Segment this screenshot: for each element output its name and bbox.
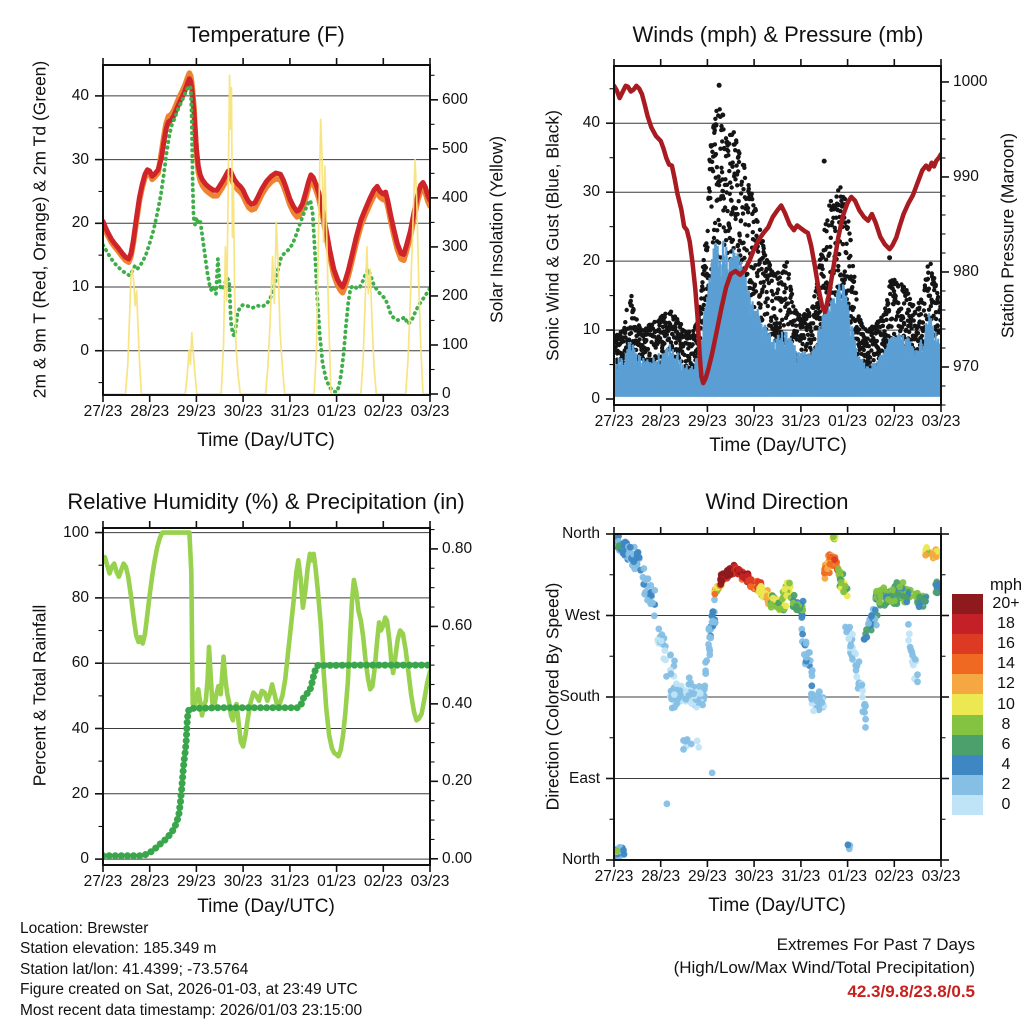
winds-ytick-right: 990 [953,167,979,185]
temperature-title: Temperature (F) [187,22,345,47]
temperature-ytick-right: 200 [442,286,468,304]
station-location: Location: Brewster [20,920,149,937]
temperature-ylabel-right: Solar Insolation (Yellow) [486,135,507,324]
humidity-ylabel-left: Percent & Total Rainfall [29,604,50,787]
extremes-values: 42.3/9.8/23.8/0.5 [847,982,975,1001]
wind-direction-title: Wind Direction [705,489,849,514]
winds-xtick: 28/23 [641,413,681,430]
figure-created-timestamp: Figure created on Sat, 2026-01-03, at 23:49 UTC [20,981,358,999]
humidity-ytick-left: 40 [71,719,89,737]
colorbar-label: 6 [1001,735,1011,753]
temperature-ytick-left: 10 [71,278,89,296]
winds-ytick-left: 0 [591,390,600,407]
colorbar-label: 18 [997,615,1015,633]
colorbar-label: 14 [997,655,1015,673]
wind_direction-xtick: 01/23 [828,868,867,885]
humidity-ytick-right: 0.20 [442,772,473,790]
temperature-ytick-right: 300 [442,237,468,255]
colorbar-band [952,614,983,635]
winds-xtick: 30/23 [734,413,774,430]
humidity-xtick: 02/23 [363,873,403,890]
colorbar-band [952,735,983,756]
temperature-ytick-left: 0 [80,341,89,359]
humidity-ytick-left: 100 [63,523,89,541]
winds-ylabel-right: Station Pressure (Maroon) [997,132,1018,339]
wind_direction-xtick: 30/23 [734,868,774,885]
wind_direction-xtick: 29/23 [688,868,727,885]
colorbar-label: 4 [1001,755,1011,773]
winds-ytick-left: 10 [582,321,600,339]
temperature-xtick: 03/23 [410,403,450,420]
most-recent-data-timestamp: Most recent data timestamp: 2026/01/03 23:15:00 [20,1001,363,1019]
colorbar-band [952,715,983,736]
wind_direction-xtick: 31/23 [781,868,821,885]
wind_direction-xtick: 27/23 [594,868,634,885]
colorbar-band [952,594,983,615]
winds-xlabel: Time (Day/UTC) [709,435,847,456]
temperature-ytick-right: 100 [442,335,468,353]
humidity-ytick-left: 0 [80,850,89,868]
humidity-xtick: 03/23 [410,873,450,890]
colorbar-label: 0 [1001,795,1011,813]
wind_direction-ytick-left: East [568,769,600,787]
wind-direction-xlabel: Time (Day/UTC) [708,895,846,916]
humidity-ytick-right: 0.80 [442,539,473,557]
winds-ylabel-left: Sonic Wind & Gust (Blue, Black) [542,110,563,361]
temperature-xtick: 01/23 [317,403,356,420]
temperature-xtick: 28/23 [130,403,170,420]
temperature-ytick-left: 30 [71,150,89,168]
colorbar-label: 10 [997,695,1015,713]
temperature-ytick-right: 600 [442,90,468,108]
winds-ytick-left: 20 [582,252,600,270]
colorbar-band [952,755,983,776]
winds-title: Winds (mph) & Pressure (mb) [632,22,924,47]
colorbar-units-label: mph [989,576,1023,594]
humidity-xtick: 01/23 [317,873,356,890]
wind_direction-ytick-left: North [562,851,600,868]
wind_direction-ytick-left: West [564,606,600,624]
winds-xtick: 31/23 [781,413,821,430]
humidity-xtick: 29/23 [177,873,216,890]
temperature-ytick-right: 400 [442,188,468,206]
humidity-xtick: 27/23 [83,873,123,890]
temperature-xtick: 31/23 [270,403,310,420]
temperature-ytick-left: 20 [71,214,89,232]
winds-xtick: 03/23 [921,413,961,430]
wind_direction-ytick-left: South [559,688,600,705]
colorbar-band [952,654,983,675]
wind_direction-xtick: 02/23 [874,868,914,885]
colorbar-label: 8 [1001,715,1011,733]
temperature-xtick: 30/23 [223,403,263,420]
winds-ytick-right: 980 [953,262,979,280]
temperature-ytick-left: 40 [71,86,89,104]
colorbar-band [952,795,983,816]
winds-ytick-left: 40 [582,114,600,132]
colorbar-label: 16 [997,635,1015,653]
colorbar-band [952,694,983,715]
humidity-title: Relative Humidity (%) & Precipitation (in) [67,489,465,514]
colorbar-label: 12 [997,675,1015,693]
colorbar-label: 20+ [992,595,1020,613]
wind_direction-ytick-left: North [562,525,600,542]
winds-xtick: 01/23 [828,413,867,430]
colorbar-band [952,674,983,695]
humidity-ytick-left: 20 [71,784,89,802]
winds-xtick: 02/23 [874,413,914,430]
temperature-xtick: 27/23 [83,403,123,420]
colorbar-band [952,634,983,655]
temperature-ytick-right: 500 [442,139,468,157]
humidity-ytick-left: 60 [71,654,89,672]
colorbar-label: 2 [1001,775,1011,793]
humidity-ytick-right: 0.60 [442,617,473,635]
humidity-xlabel: Time (Day/UTC) [197,896,335,917]
station-elevation: Station elevation: 185.349 m [20,940,217,958]
station-latlon: Station lat/lon: 41.4399; -73.5764 [20,960,249,978]
humidity-xtick: 31/23 [270,873,310,890]
temperature-xlabel: Time (Day/UTC) [197,430,335,451]
humidity-xtick: 30/23 [223,873,263,890]
humidity-ytick-right: 0.40 [442,694,473,712]
temperature-ytick-right: 0 [442,385,451,403]
winds-ytick-right: 1000 [953,72,988,90]
humidity-xtick: 28/23 [130,873,170,890]
wind_direction-xtick: 03/23 [921,868,961,885]
colorbar-band [952,775,983,796]
temperature-xtick: 02/23 [363,403,403,420]
winds-ytick-left: 30 [582,183,600,201]
winds-ytick-right: 970 [953,357,979,375]
extremes-heading: Extremes For Past 7 Days [776,935,975,954]
humidity-ytick-left: 80 [71,588,89,606]
winds-xtick: 29/23 [688,413,727,430]
station-info [20,919,362,1021]
temperature-ylabel-left: 2m & 9m T (Red, Orange) & 2m Td (Green) [29,60,50,399]
wind_direction-xtick: 28/23 [641,868,681,885]
humidity-ytick-right: 0.00 [442,849,473,867]
wind-direction-ylabel-left: Direction (Colored By Speed) [542,582,563,811]
winds-xtick: 27/23 [594,413,634,430]
extremes-subheading: (High/Low/Max Wind/Total Precipitation) [673,958,975,977]
temperature-xtick: 29/23 [177,403,216,420]
